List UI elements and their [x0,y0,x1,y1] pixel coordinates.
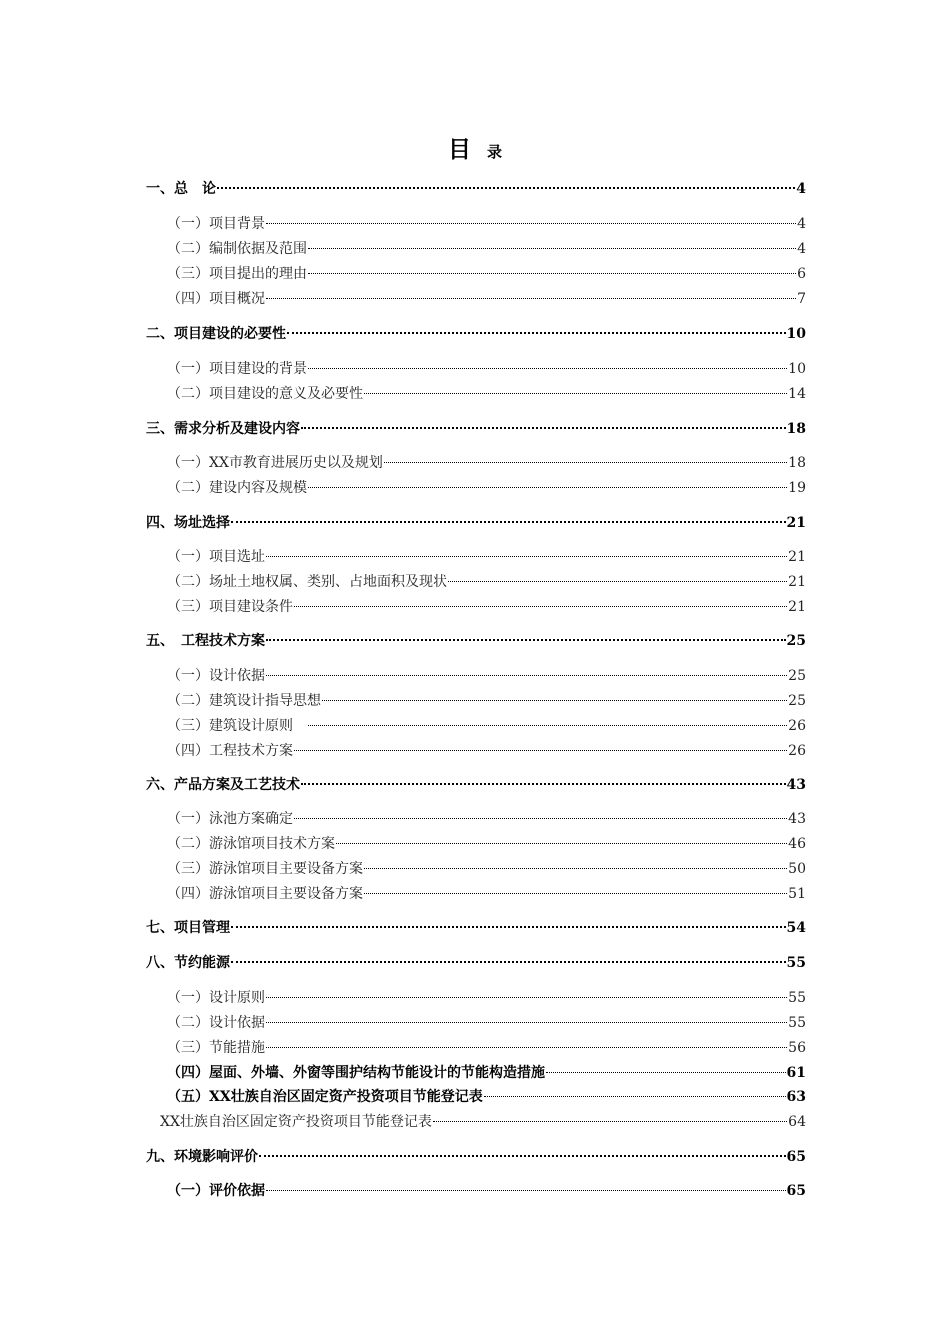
toc-chapter-entry[interactable] [146,178,806,200]
toc-dot-leader [294,817,787,819]
toc-entry-label: （一）设计依据 [167,668,265,684]
toc-section-entry[interactable] [146,987,806,1009]
toc-entry-page-number: 4 [797,241,806,257]
toc-dot-leader [266,674,787,676]
toc-entry-page-number: 21 [786,515,806,531]
toc-entry-page-number: 18 [788,455,806,471]
toc-entry-page-number: 21 [788,599,806,615]
toc-dot-leader [308,247,796,249]
toc-section-entry[interactable] [146,690,806,712]
toc-chapter-entry[interactable] [146,418,806,440]
toc-dot-leader [266,996,787,998]
toc-section-entry[interactable] [146,571,806,593]
toc-entry-page-number: 21 [788,549,806,565]
toc-dot-leader [294,749,787,751]
toc-section-entry[interactable] [146,715,806,737]
toc-entry-label: （二）项目建设的意义及必要性 [167,386,363,402]
toc-section-entry[interactable] [146,238,806,260]
toc-section-entry[interactable] [146,858,806,880]
toc-section-entry[interactable] [146,1086,806,1108]
toc-section-entry[interactable] [146,833,806,855]
toc-entry-page-number: 55 [788,990,806,1006]
toc-entry-page-number: 19 [788,480,806,496]
toc-dot-leader [364,392,787,394]
toc-entry-label: （一）项目建设的背景 [167,361,307,377]
toc-section-entry[interactable] [146,1012,806,1034]
toc-entry-page-number: 4 [796,181,806,197]
toc-entry-page-number: 26 [788,743,806,759]
toc-entry-page-number: 21 [788,574,806,590]
toc-dot-leader [266,1046,787,1048]
toc-dot-leader [308,367,787,369]
toc-entry-page-number: 25 [786,633,806,649]
toc-entry-label: （一）设计原则 [167,990,265,1006]
toc-entry-label: （一）评价依据 [167,1183,265,1199]
toc-dot-leader [364,892,787,894]
toc-entry-label: （四）项目概况 [167,291,265,307]
toc-dot-leader [336,842,787,844]
toc-dot-leader [484,1095,786,1097]
toc-dot-leader [266,1021,787,1023]
toc-entry-page-number: 26 [788,718,806,734]
toc-entry-page-number: 25 [788,693,806,709]
page-title [0,131,950,164]
toc-entry-label: 六、产品方案及工艺技术 [146,777,300,793]
toc-entry-page-number: 63 [786,1089,806,1105]
toc-section-entry[interactable] [146,1180,806,1202]
toc-entry-label: 九、环境影响评价 [146,1149,258,1165]
toc-entry-page-number: 43 [786,777,806,793]
toc-entry-page-number: 55 [788,1015,806,1031]
toc-dot-leader [308,486,787,488]
toc-dot-leader [364,867,787,869]
toc-section-entry[interactable] [146,740,806,762]
toc-entry-label: （二）建设内容及规模 [167,480,307,496]
toc-entry-page-number: 18 [786,421,806,437]
toc-entry-page-number: 4 [797,216,806,232]
toc-dot-leader [266,222,796,224]
toc-entry-page-number: 43 [788,811,806,827]
title-sub: 录 [486,143,502,161]
toc-dot-leader [384,461,787,463]
toc-dot-leader [287,331,786,334]
toc-entry-page-number: 51 [788,886,806,902]
toc-entry-label: （三）建筑设计原则 [167,718,307,734]
toc-entry-page-number: 7 [797,291,806,307]
toc-chapter-entry[interactable] [146,917,806,939]
toc-section-entry[interactable] [146,1037,806,1059]
toc-section-entry[interactable] [146,263,806,285]
toc-entry-label: （一）泳池方案确定 [167,811,293,827]
toc-entry-label: （二）游泳馆项目技术方案 [167,836,335,852]
toc-dot-leader [433,1120,787,1122]
toc-entry-label: （四）游泳馆项目主要设备方案 [167,886,363,902]
toc-entry-label: （三）项目建设条件 [167,599,293,615]
toc-entry-page-number: 64 [788,1114,806,1130]
toc-section-entry[interactable] [146,1062,806,1084]
toc-entry-page-number: 46 [788,836,806,852]
toc-entry-label: 八、节约能源 [146,955,230,971]
toc-entry-label: （一）XX市教育进展历史以及规划 [167,455,383,471]
toc-section-entry[interactable] [146,808,806,830]
toc-chapter-entry[interactable] [146,630,806,652]
toc-section-entry[interactable] [146,288,806,310]
toc-entry-page-number: 56 [788,1040,806,1056]
toc-entry-label: （一）项目背景 [167,216,265,232]
toc-dot-leader [448,580,787,582]
toc-entry-label: 四、场址选择 [146,515,230,531]
toc-entry-page-number: 25 [788,668,806,684]
toc-chapter-entry[interactable] [146,323,806,345]
toc-entry-label: XX壮族自治区固定资产投资项目节能登记表 [160,1114,432,1130]
toc-entry-page-number: 14 [788,386,806,402]
toc-section-entry[interactable] [146,213,806,235]
toc-dot-leader [231,925,786,928]
toc-section-entry[interactable] [146,1111,806,1133]
toc-entry-page-number: 61 [786,1065,806,1081]
toc-dot-leader [308,724,787,726]
toc-entry-label: （二）建筑设计指导思想 [167,693,321,709]
toc-dot-leader [301,782,786,785]
toc-entry-page-number: 65 [786,1183,806,1199]
toc-entry-page-number: 10 [786,326,806,342]
toc-section-entry[interactable] [146,477,806,499]
toc-section-entry[interactable] [146,383,806,405]
toc-entry-page-number: 50 [788,861,806,877]
toc-dot-leader [322,699,787,701]
toc-chapter-entry[interactable] [146,512,806,534]
toc-entry-label: 一、总 论 [146,181,216,197]
toc-entry-label: （三）节能措施 [167,1040,265,1056]
toc-entry-page-number: 10 [788,361,806,377]
toc-entry-label: 二、项目建设的必要性 [146,326,286,342]
toc-entry-page-number: 6 [797,266,806,282]
toc-section-entry[interactable] [146,596,806,618]
toc-entry-label: （二）编制依据及范围 [167,241,307,257]
toc-dot-leader [259,1154,786,1157]
toc-entry-label: 七、项目管理 [146,920,230,936]
toc-dot-leader [266,1189,786,1191]
toc-dot-leader [301,426,786,429]
toc-entry-label: （二）设计依据 [167,1015,265,1031]
toc-dot-leader [231,520,786,523]
toc-entry-label: （四）工程技术方案 [167,743,293,759]
toc-entry-label: （三）游泳馆项目主要设备方案 [167,861,363,877]
toc-dot-leader [266,297,796,299]
toc-entry-label: （三）项目提出的理由 [167,266,307,282]
toc-section-entry[interactable] [146,665,806,687]
toc-dot-leader [308,272,796,274]
toc-dot-leader [217,186,795,189]
title-main: 目 [447,136,471,163]
toc-dot-leader [231,960,786,963]
toc-dot-leader [266,638,786,641]
toc-entry-label: 三、需求分析及建设内容 [146,421,300,437]
toc-chapter-entry[interactable] [146,774,806,796]
toc-section-entry[interactable] [146,546,806,568]
toc-section-entry[interactable] [146,452,806,474]
toc-section-entry[interactable] [146,358,806,380]
toc-entry-label: 五、 工程技术方案 [146,633,265,649]
toc-chapter-entry[interactable] [146,952,806,974]
toc-dot-leader [546,1071,786,1073]
toc-section-entry[interactable] [146,883,806,905]
toc-chapter-entry[interactable] [146,1146,806,1168]
toc-dot-leader [266,555,787,557]
toc-entry-page-number: 54 [786,920,806,936]
toc-entry-page-number: 55 [786,955,806,971]
toc-entry-label: （一）项目选址 [167,549,265,565]
toc-entry-label: （二）场址土地权属、类别、占地面积及现状 [167,574,447,590]
toc-entry-page-number: 65 [786,1149,806,1165]
toc-entry-label: （五）XX壮族自治区固定资产投资项目节能登记表 [167,1089,483,1105]
toc-dot-leader [294,605,787,607]
toc-entry-label: （四）屋面、外墙、外窗等围护结构节能设计的节能构造措施 [167,1065,545,1081]
